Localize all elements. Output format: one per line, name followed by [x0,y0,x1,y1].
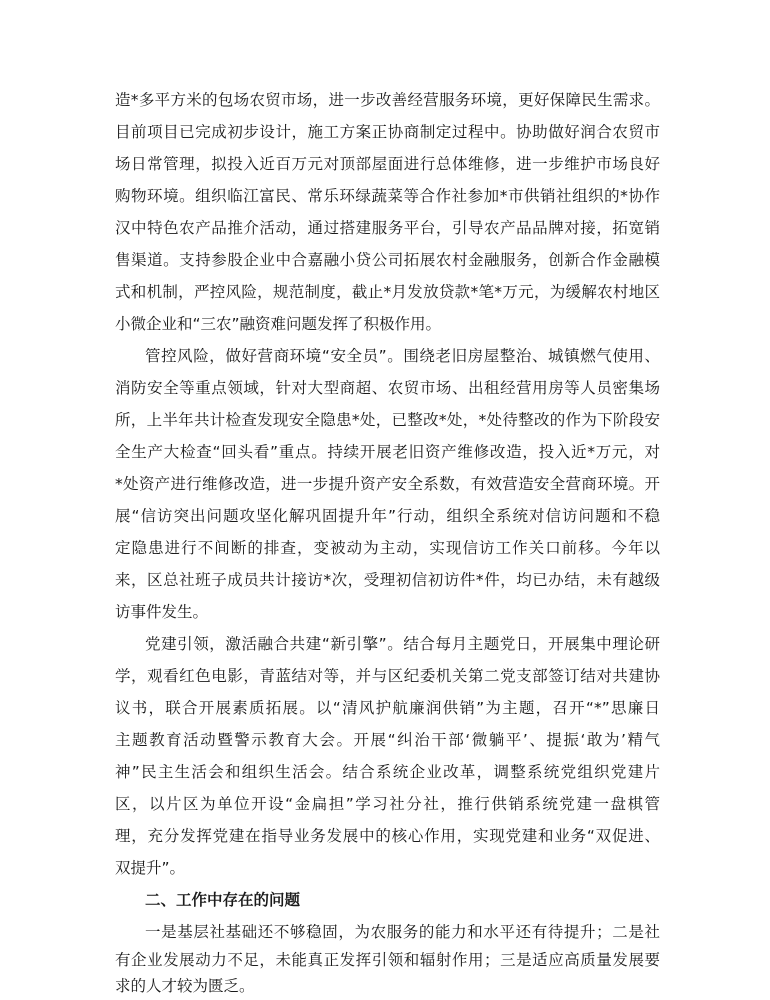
paragraph-2-line-3: 所，上半年共计检查发现安全隐患*处，已整改*处，*处待整改的作为下阶段安 [115,411,660,429]
final-paragraph-line-3: 求的人才较为匮乏。 [115,977,255,995]
paragraph-2-line-9: 访事件发生。 [115,603,209,621]
paragraph-3-line-6: 区，以片区为单位开设“金扁担”学习社分社，推行供销系统党建一盘棋管 [115,795,660,813]
final-paragraph-line-1: 一是基层社基础还不够稳固，为农服务的能力和水平还有待提升；二是社 [145,923,660,941]
paragraph-2-line-5: *处资产进行维修改造，进一步提升资产安全系数，有效营造安全营商环境。开 [115,475,660,493]
paragraph-1-line-1: 造*多平方米的包场农贸市场，进一步改善经营服务环境，更好保障民生需求。 [115,91,660,109]
paragraph-1-line-6: 售渠道。支持参股企业中合嘉融小贷公司拓展农村金融服务，创新合作金融模 [115,251,660,269]
paragraph-3-line-7: 理，充分发挥党建在指导业务发展中的核心作用，实现党建和业务“双促进、 [115,827,660,845]
paragraph-3-line-3: 议书，联合开展素质拓展。以“清风护航廉润供销”为主题，召开“*”思廉日 [115,699,660,717]
paragraph-1-line-7: 式和机制，严控风险，规范制度，截止*月发放贷款*笔*万元，为缓解农村地区 [115,283,660,301]
paragraph-1-line-3: 场日常管理，拟投入近百万元对顶部屋面进行总体维修，进一步维护市场良好 [115,155,660,173]
paragraph-2-line-1: 管控风险，做好营商环境“安全员”。围绕老旧房屋整治、城镇燃气使用、 [145,347,660,365]
paragraph-2-line-7: 定隐患进行不间断的排查，变被动为主动，实现信访工作关口前移。今年以 [115,539,660,557]
paragraph-1-line-4: 购物环境。组织临江富民、常乐环绿蔬菜等合作社参加*市供销社组织的*协作 [115,187,660,205]
paragraph-2-line-2: 消防安全等重点领域，针对大型商超、农贸市场、出租经营用房等人员密集场 [115,379,660,397]
paragraph-3-line-2: 学，观看红色电影，青蓝结对等，并与区纪委机关第二党支部签订结对共建协 [115,667,660,685]
paragraph-1-line-5: 汉中特色农产品推介活动，通过搭建服务平台，引导农产品品牌对接，拓宽销 [115,219,660,237]
paragraph-2-line-8: 来，区总社班子成员共计接访*次，受理初信初访件*件，均已办结，未有越级 [115,571,660,589]
paragraph-1-line-2: 目前项目已完成初步设计，施工方案正协商制定过程中。协助做好润合农贸市 [115,123,660,141]
final-paragraph-line-2: 有企业发展动力不足，未能真正发挥引领和辐射作用；三是适应高质量发展要 [115,951,660,969]
paragraph-3-line-8: 双提升”。 [115,859,186,877]
paragraph-3-line-1: 党建引领，激活融合共建“新引擎”。结合每月主题党日，开展集中理论研 [145,635,660,653]
paragraph-1-line-8: 小微企业和“三农”融资难问题发挥了积极作用。 [115,315,442,333]
section-heading: 二、工作中存在的问题 [145,891,301,909]
paragraph-2-line-6: 展“信访突出问题攻坚化解巩固提升年”行动，组织全系统对信访问题和不稳 [115,507,660,525]
paragraph-3-line-4: 主题教育活动暨警示教育大会。开展“纠治干部‘微躺平’、提振‘敢为’精气 [115,731,660,749]
paragraph-2-line-4: 全生产大检查“回头看”重点。持续开展老旧资产维修改造，投入近*万元，对 [115,443,660,461]
paragraph-3-line-5: 神”民主生活会和组织生活会。结合系统企业改革，调整系统党组织党建片 [115,763,660,781]
